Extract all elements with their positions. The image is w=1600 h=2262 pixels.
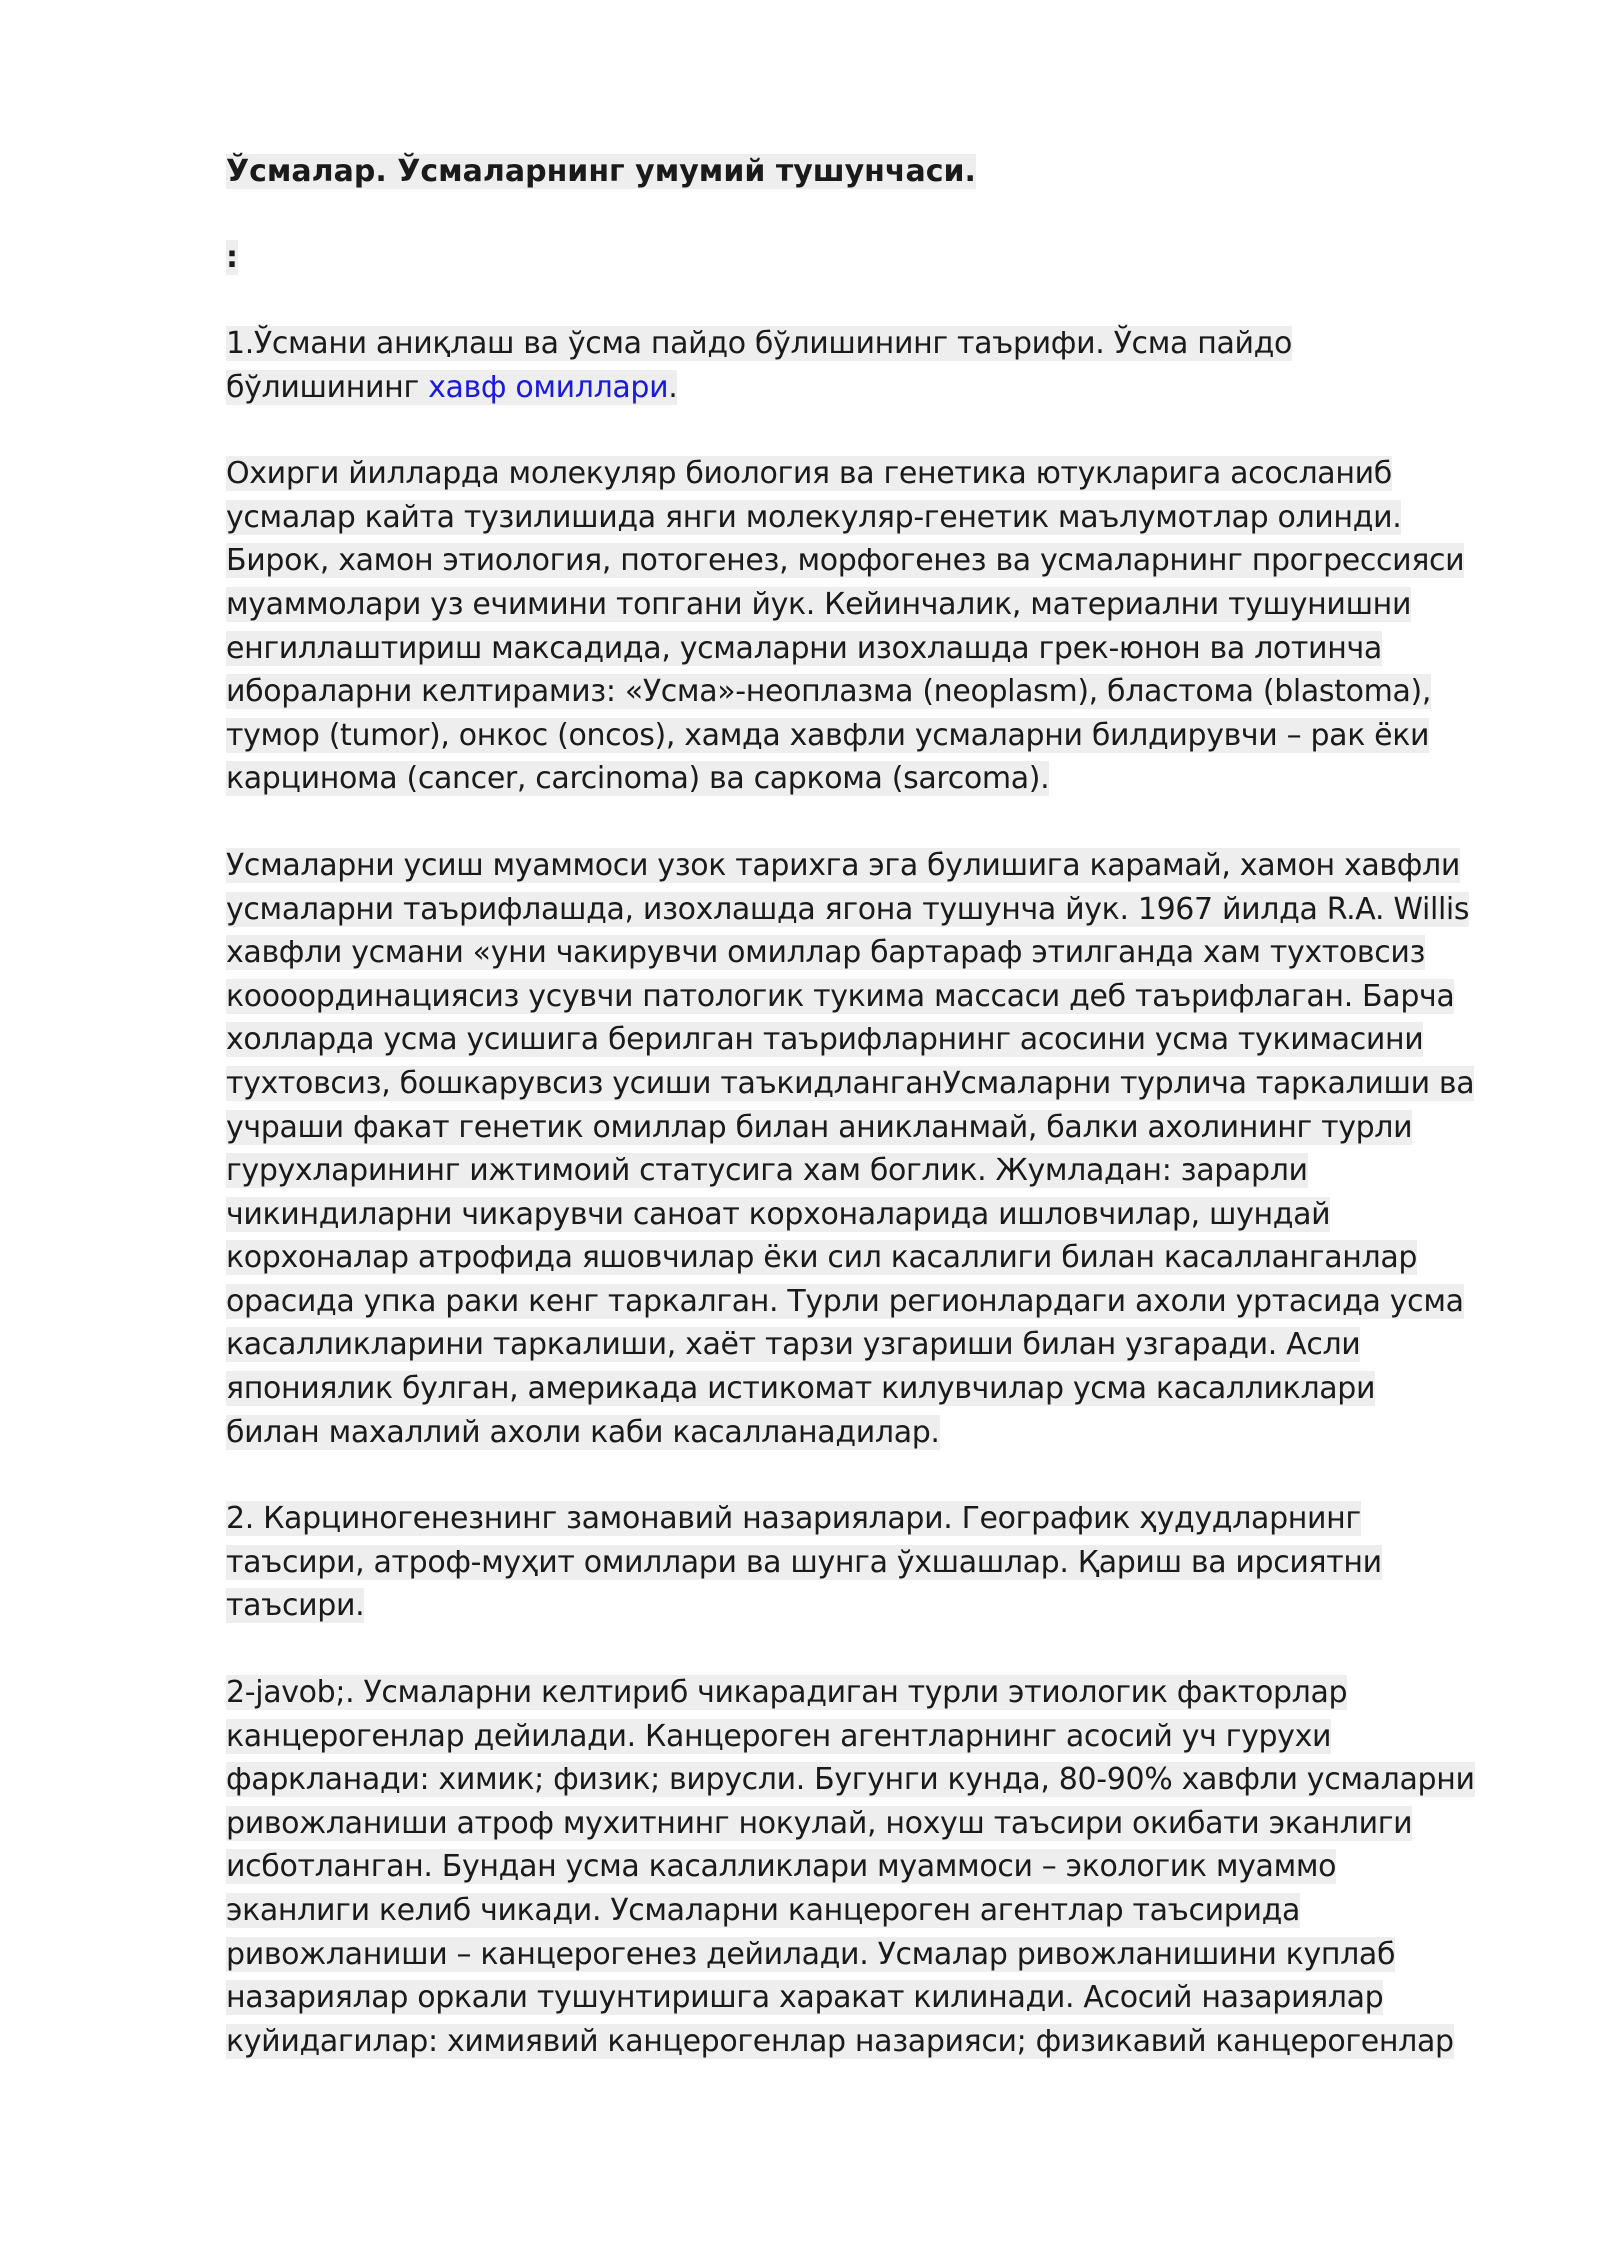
question-1 [226,322,1476,409]
colon-text: : [226,240,238,275]
question-1-end: . [668,369,678,405]
answer-2 [226,1671,1476,2063]
paragraph-1 [226,452,1476,801]
paragraph-2-text: Усмаларни усиш муаммоси узок тарихга эга булишига карамай, хамон хавфли усмаларни таърифлашда, изохлашда ягона тушунча йук. 1967 йилда R.A. Willis хавфли усмани «уни чакирувчи омиллар бартараф этилганда хам тухтовсиз коооординациясиз усувчи патологик тукима массаси деб таърифлаган. Барча холларда усма усишига берилган таърифларнинг асосини усма тукимасини тухтовсиз, бошкарувсиз усиши таъкидланганУсмаларни турлича таркалиши ва учраши факат генетик омиллар билан аникланмай, балки ахолининг турли гурухларининг ижтимоий статусига хам боглик. Жумладан: зарарли чикиндиларни чикарувчи саноат корхоналарида ишловчилар, шундай корхоналар атрофида яшовчилар ёки сил касаллиги билан касалланганлар орасида упка раки кенг таркалган. Турли регионлардаги ахоли уртасида усма касалликларини таркалиши, хаёт тарзи узгариши билан узгаради. Асли япониялик булган, америкада истикомат килувчилар усма касалликлари билан махаллий ахоли каби касалланадилар. [226,847,1475,1450]
question-1-body: 1.Ўсмани аниқлаш ва ўсма пайдо бўлишининг таърифи. Ўсма пайдо бўлишининг [226,326,1293,405]
question-1-text [226,326,1292,405]
answer-2-text: 2-javob;. Усмаларни келтириб чикарадиган турли этиологик факторлар канцерогенлар дейилади. Канцероген агентларнинг асосий уч гурухи фаркланади: химик; физик; вирусли. Бугунги кунда, 80-90% хавфли усмаларни ривожланиши атроф мухитнинг нокулай, нохуш таъсири окибати эканлиги исботланган. Бундан усма касалликлари муаммоси – экологик муаммо эканлиги келиб чикади. Усмаларни канцероген агентлар таъсирида ривожланиши – канцерогенез дейилади. Усмалар ривожланишини куплаб назариялар оркали тушунтиришга харакат килинади. Асосий назариялар куйидагилар: химиявий канцерогенлар назарияси; физикавий канцерогенлар [226,1675,1475,2059]
document-title [226,150,1476,194]
question-2-text: 2. Карциногенезнинг замонавий назариялари. Географик ҳудудларнинг таъсири, атроф-муҳит омиллари ва шунга ўхшашлар. Қариш ва ирсиятни таъсири. [226,1501,1382,1624]
question-2 [226,1497,1476,1628]
risk-factors-link[interactable]: хавф омиллари [428,369,669,405]
document-title-text: Ўсмалар. Ўсмаларнинг умумий тушунчаси. [226,154,976,189]
colon-marker [226,236,1476,280]
paragraph-1-text: Охирги йилларда молекуляр биология ва генетика ютукларига асосланиб усмалар кайта тузилишида янги молекуляр-генетик маълумотлар олинди. Бирок, хамон этиология, потогенез, морфогенез ва усмаларнинг прогрессияси муаммолари уз ечимини топгани йук. Кейинчалик, материални тушунишни енгиллаштириш максадида, усмаларни изохлашда грек-юнон ва лотинча ибораларни келтирамиз: «Усма»-неоплазма (neoplasm), бластома (blastoma), тумор (tumor), онкос (oncos), хамда хавфли усмаларни билдирувчи – рак ёки карцинома (cancer, carcinoma) ва саркома (sarcoma). [226,456,1465,797]
document-page [226,150,1476,2106]
paragraph-2 [226,844,1476,1454]
